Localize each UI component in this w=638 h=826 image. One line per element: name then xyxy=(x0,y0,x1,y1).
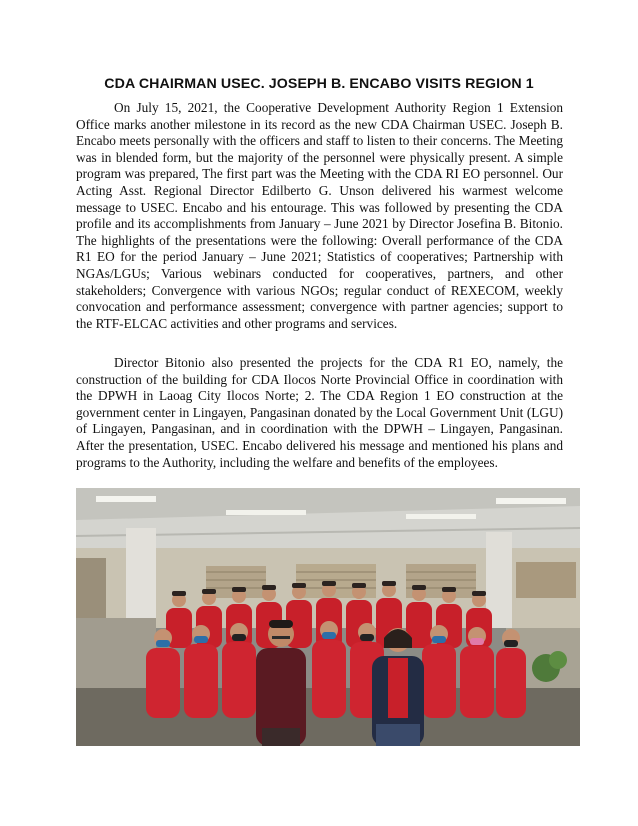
paragraph-2: Director Bitonio also presented the projects for the CDA R1 EO, namely, the construction of the building for CDA Ilocos Norte Provincial Office in coordination with the DPWH in Laoag City Ilocos Norte; 2. The CDA Region 1 EO construction at the government center in Lingayen, Pangasinan donated by the Local Government Unit (LGU) of Lingayen, Pangasinan, and in coordination with the DPWH – Lingayen, Pangasinan. After the presentation, USEC. Encabo delivered his message and mentioned his plans and programs to the Authority, including the welfare and benefits of the employees. xyxy=(76,355,563,470)
paragraph-1: On July 15, 2021, the Cooperative Development Authority Region 1 Extension Office marks another milestone in its record as the new CDA Chairman USEC. Joseph B. Encabo meets personally with the officers and staff to listen to their concerns. The Meeting was in blended form, but the majority of the personnel were physically present. A simple program was prepared, The first part was the Meeting with the CDA RI EO personnel. Our Acting Asst. Regional Director Edilberto G. Unson delivered his warmest welcome message to USEC. Encabo and his entourage. This was followed by presenting the CDA profile and its accomplishments from January – June 2021 by Director Josefina B. Bitonio. The highlights of the presentations were the following: Overall performance of the CDA R1 EO for the period January – June 2021; Statistics of cooperatives; Partnership with NGAs/LGUs; Various webinars conducted for cooperatives, partners, and other stakeholders; Convergence with various NGOs; regular conduct of REXECOM, weekly convocation and performance assessment; convergence with partner agencies; support to the RTF-ELCAC activities and other programs and services. xyxy=(76,100,563,331)
page-title: CDA CHAIRMAN USEC. JOSEPH B. ENCABO VISITS REGION 1 xyxy=(104,76,534,92)
group-photo xyxy=(76,488,580,746)
